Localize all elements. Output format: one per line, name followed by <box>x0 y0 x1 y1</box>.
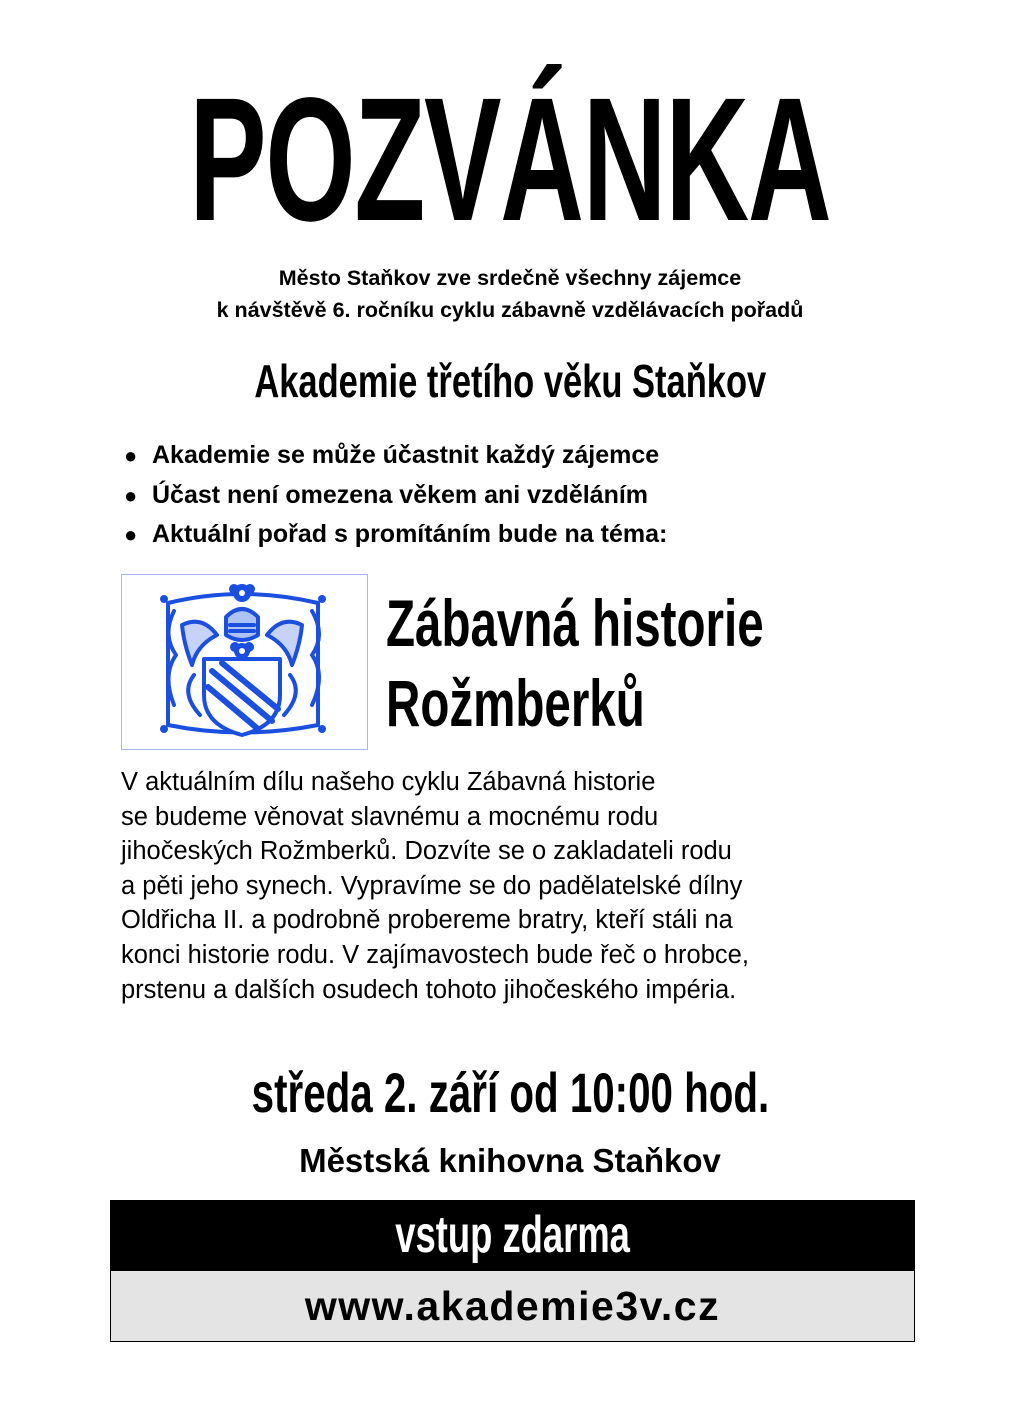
paragraph-line: konci historie rodu. V zajímavostech bude řeč o hrobce, <box>121 940 749 969</box>
entry-label: vstup zdarma <box>395 1206 630 1264</box>
list-item <box>124 476 667 516</box>
bullet-icon: ● <box>124 522 138 547</box>
intro-line: k návštěvě 6. ročníku cyklu zábavně vzdělávacích pořadů <box>216 298 804 322</box>
bullet-icon: ● <box>124 443 138 468</box>
url-banner <box>110 1270 915 1342</box>
subtitle: Akademie třetího věku Staňkov <box>254 355 766 407</box>
intro-line: Město Staňkov zve srdečně všechny zájemce <box>278 266 742 290</box>
page-title: POZVÁNKA <box>189 62 831 258</box>
list-item <box>124 515 667 555</box>
bullet-text: Účast není omezena věkem ani vzděláním <box>152 480 649 509</box>
subtitle-wrap <box>0 353 1020 409</box>
bullet-list <box>124 436 667 555</box>
event-date-time: středa 2. září od 10:00 hod. <box>251 1061 769 1124</box>
event-venue: Městská knihovna Staňkov <box>299 1142 721 1179</box>
crest-frame <box>121 574 368 750</box>
paragraph-line: jihočeských Rožmberků. Dozvíte se o zakladateli rodu <box>121 837 732 866</box>
website-link[interactable]: www.akademie3v.cz <box>304 1283 721 1329</box>
intro-text <box>0 262 1020 326</box>
entry-banner <box>110 1200 915 1270</box>
paragraph-line: V aktuálním dílu našeho cyklu Zábavná historie <box>121 768 656 796</box>
bullet-text: Akademie se může účastnit každý zájemce <box>152 441 660 469</box>
description-paragraph <box>121 765 921 1007</box>
bullet-icon: ● <box>124 482 138 508</box>
paragraph-line: Oldřicha II. a podrobně probereme bratry, kteří stáli na <box>121 906 733 935</box>
rozmberk-coat-of-arms-icon <box>122 575 367 749</box>
date-wrap <box>0 1058 1020 1128</box>
topic-line: Rožmberků <box>386 666 645 740</box>
paragraph-line: a pěti jeho synech. Vypravíme se do padělatelské dílny <box>121 871 743 900</box>
paragraph-line: se budeme věnovat slavnému a mocnému rodu <box>121 802 659 831</box>
list-item <box>124 436 667 476</box>
paragraph-line: prstenu a dalších osudech tohoto jihočeského impéria. <box>121 975 737 1004</box>
topic-heading <box>386 583 911 743</box>
bullet-text: Aktuální pořad s promítáním bude na téma: <box>152 520 668 548</box>
title-wrap <box>0 62 1020 258</box>
topic-line: Zábavná historie <box>386 586 764 660</box>
